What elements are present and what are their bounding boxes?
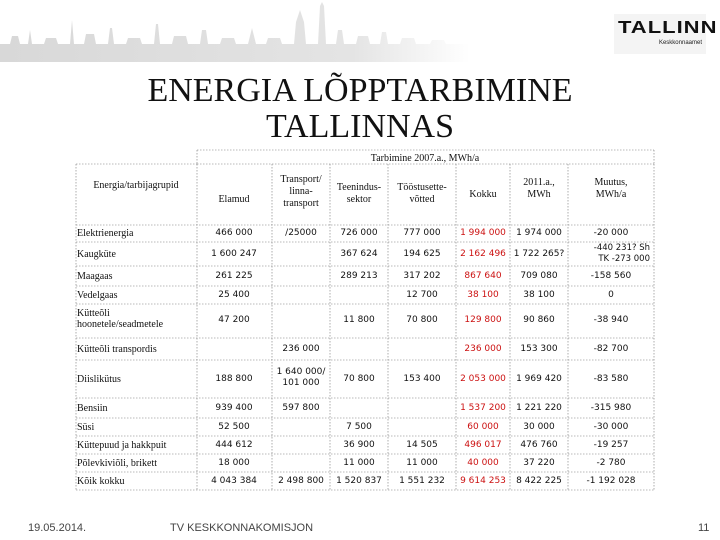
row-label-koik-kokku: Kõik kokku: [77, 476, 125, 487]
cell-2011: 1 221 220: [516, 403, 562, 413]
cell-muutus: -83 580: [593, 374, 629, 384]
cell-2011: 30 000: [523, 422, 555, 432]
cell-toostus: 14 505: [406, 440, 438, 450]
row-label-elektrienergia: Elektrienergia: [77, 228, 134, 239]
cell-teenindus: 70 800: [343, 374, 375, 384]
cell-2011: 709 080: [520, 271, 558, 281]
cell-muutus-note: TK -273 000: [598, 254, 650, 264]
cell-kokku: 867 640: [464, 271, 502, 281]
row-label-vedelgaas: Vedelgaas: [77, 290, 118, 301]
page-number: 11: [698, 522, 710, 534]
cell-elamud: 444 612: [215, 440, 253, 450]
cell-toostus: 317 202: [403, 271, 441, 281]
cell-elamud: 466 000: [215, 228, 253, 238]
cell-muutus: -2 780: [596, 458, 626, 468]
footer-center: TV KESKKONNAKOMISJON: [170, 522, 314, 534]
cell-2011: 8 422 225: [516, 476, 562, 486]
header-toostus-2: võtted: [409, 194, 435, 205]
cell-2011: 1 722 265?: [513, 249, 565, 259]
cell-2011: 1 969 420: [516, 374, 562, 384]
cell-toostus: 12 700: [406, 290, 438, 300]
cell-muutus: -19 257: [593, 440, 629, 450]
cell-teenindus: 367 624: [340, 249, 378, 259]
cell-kokku: 129 800: [464, 315, 502, 325]
cell-transport: 2 498 800: [278, 476, 324, 486]
header-transport-3: transport: [283, 198, 319, 209]
cell-elamud: 261 225: [215, 271, 253, 281]
row-label-kutteoli-hoonetele: Kütteõli hoonetele/seadmetele: [77, 308, 164, 330]
cell-muutus: -158 560: [590, 271, 632, 281]
cell-kokku: 38 100: [467, 290, 499, 300]
cell-elamud: 1 600 247: [211, 249, 257, 259]
cell-kokku: 1 537 200: [460, 403, 506, 413]
cell-2011: 90 860: [523, 315, 555, 325]
cell-muutus: 0: [608, 290, 614, 300]
cell-muutus: -440 231? Sh: [593, 243, 650, 253]
cell-kokku: 496 017: [464, 440, 502, 450]
cell-muutus: -30 000: [593, 422, 629, 432]
header-transport-2: linna-: [289, 186, 313, 197]
header-muutus-1: Muutus,: [594, 177, 628, 188]
cell-teenindus: 11 800: [343, 315, 375, 325]
row-label-kutteoli-transpordis: Kütteõli transpordis: [77, 344, 157, 355]
cell-2011: 37 220: [523, 458, 555, 468]
cell-kokku: 2 162 496: [460, 249, 506, 259]
cell-elamud: 52 500: [218, 422, 250, 432]
cell-teenindus: 1 520 837: [336, 476, 382, 486]
logo-subtitle: Keskkonnaamet: [658, 40, 702, 46]
cell-muutus: -20 000: [593, 228, 629, 238]
cell-toostus: 777 000: [403, 228, 441, 238]
row-label-polevkivioli: Põlevkiviõli, brikett: [77, 458, 157, 469]
cell-elamud: 188 800: [215, 374, 253, 384]
header-2011-2: MWh: [527, 189, 551, 200]
cell-2011: 1 974 000: [516, 228, 562, 238]
logo-text: TALLINN: [618, 17, 718, 37]
row-label-kaugkute: Kaugküte: [77, 249, 116, 260]
cell-toostus: 194 625: [403, 249, 441, 259]
cell-2011: 476 760: [520, 440, 558, 450]
cell-teenindus: 7 500: [346, 422, 372, 432]
cell-muutus: -38 940: [593, 315, 629, 325]
row-label-susi: Süsi: [77, 422, 95, 433]
cell-kokku: 236 000: [464, 344, 502, 354]
cell-2011: 38 100: [523, 290, 555, 300]
row-label-kuttepuud: Küttepuud ja hakkpuit: [77, 440, 167, 451]
cell-kokku: 60 000: [467, 422, 499, 432]
cell-elamud: 47 200: [218, 315, 250, 325]
page-title-line1: ENERGIA LÕPPTARBIMINE: [147, 72, 573, 109]
cell-kokku: 9 614 253: [460, 476, 506, 486]
cell-2011: 153 300: [520, 344, 558, 354]
cell-toostus: 70 800: [406, 315, 438, 325]
header-toostus-1: Tööstusette-: [397, 182, 447, 193]
cell-elamud: 18 000: [218, 458, 250, 468]
cell-elamud: 4 043 384: [211, 476, 257, 486]
header-group: Energia/tarbijagrupid: [93, 180, 179, 191]
row-label-bensiin: Bensiin: [77, 403, 108, 414]
cell-toostus: 11 000: [406, 458, 438, 468]
cell-transport: 597 800: [282, 403, 320, 413]
cell-kokku: 2 053 000: [460, 374, 506, 384]
cell-transport: /25000: [285, 228, 317, 238]
cell-elamud: 25 400: [218, 290, 250, 300]
cell-toostus: 1 551 232: [399, 476, 445, 486]
header-teenindus-2: sektor: [346, 194, 372, 205]
cell-teenindus: 289 213: [340, 271, 378, 281]
page-title-line2: TALLINNAS: [265, 108, 455, 145]
cell-muutus: -1 192 028: [586, 476, 636, 486]
footer-date: 19.05.2014.: [28, 522, 87, 534]
cell-muutus: -82 700: [593, 344, 629, 354]
header-elamud: Elamud: [218, 194, 250, 205]
row-label-diislikutus: Diislikütus: [77, 374, 121, 385]
cell-toostus: 153 400: [403, 374, 441, 384]
cell-kokku: 1 994 000: [460, 228, 506, 238]
cell-teenindus: 36 900: [343, 440, 375, 450]
header-kokku: Kokku: [469, 189, 497, 200]
row-label-maagaas: Maagaas: [77, 271, 113, 282]
cell-teenindus: 726 000: [340, 228, 378, 238]
cell-transport: 1 640 000/ 101 000: [276, 367, 326, 388]
cell-muutus: -315 980: [590, 403, 632, 413]
header-teenindus-1: Teenindus-: [336, 182, 382, 193]
cell-transport: 236 000: [282, 344, 320, 354]
cell-elamud: 939 400: [215, 403, 253, 413]
header-2011-1: 2011.a.,: [523, 177, 555, 188]
cell-kokku: 40 000: [467, 458, 499, 468]
header-muutus-2: MWh/a: [595, 189, 627, 200]
cell-teenindus: 11 000: [343, 458, 375, 468]
table-caption: Tarbimine 2007.a., MWh/a: [370, 153, 480, 164]
header-transport-1: Transport/: [280, 174, 322, 185]
